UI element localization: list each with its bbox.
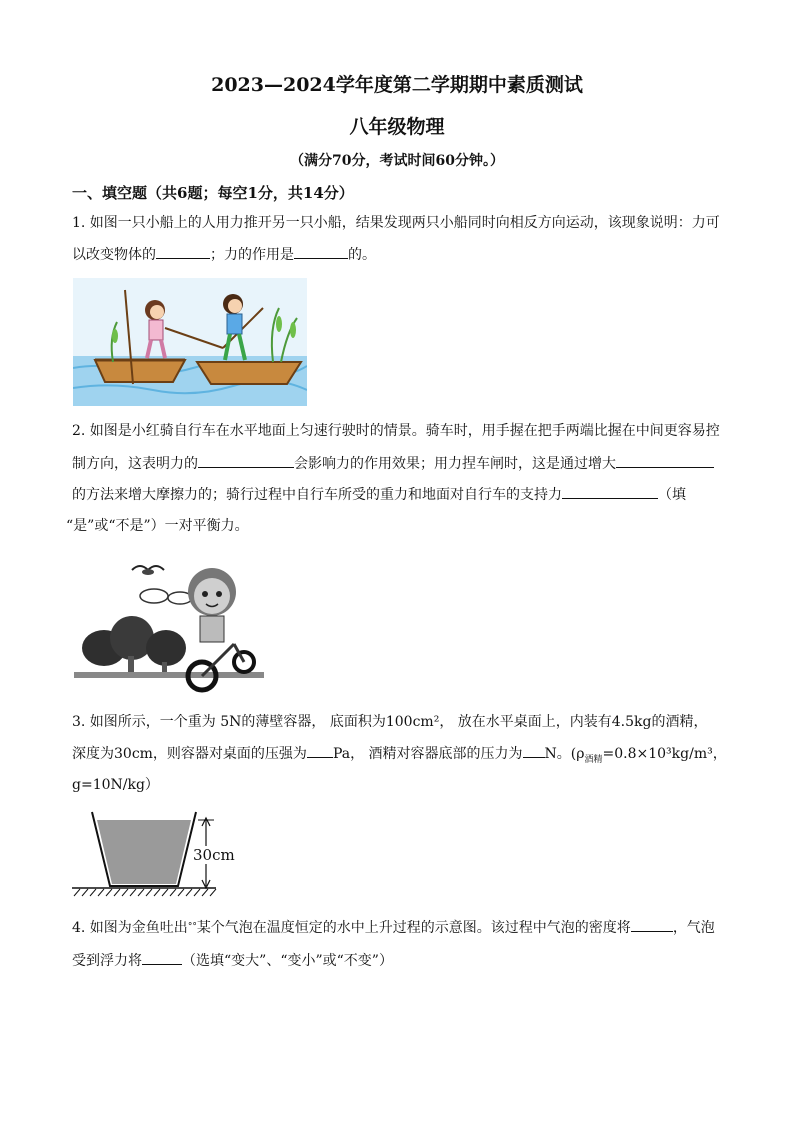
q3-line2 <box>72 743 727 770</box>
q4-line1 <box>72 917 715 938</box>
q3-text-c: N。(ρ <box>544 746 585 762</box>
exam-subject: 八年级物理 <box>349 116 445 138</box>
q3-blank-2 <box>523 743 545 758</box>
q2-line1: 2. 如图是小红骑自行车在水平地面上匀速行驶时的情景。骑车时，用手握在把手两端比握在中间更容易控 <box>72 423 720 439</box>
q2-blank-1 <box>198 453 294 468</box>
container-figure <box>70 802 240 898</box>
cyclist-illustration <box>74 552 264 698</box>
bubble-icon: °° <box>187 922 197 932</box>
exam-title: 2023—2024学年度第二学期期中素质测试 <box>211 74 583 96</box>
q2-blank-3 <box>562 484 658 499</box>
q4-text-a: 4. 如图为金鱼吐出 <box>72 920 188 936</box>
q1-blank-2 <box>294 244 348 259</box>
score-note: （满分70分，考试时间60分钟。） <box>290 153 504 169</box>
q1-blank-1 <box>156 244 210 259</box>
q2-line2 <box>72 453 714 474</box>
q1-text-c: 的。 <box>348 247 376 263</box>
q2-blank-2 <box>616 453 714 468</box>
q3-line1: 3. 如图所示，一个重为 5N的薄壁容器， 底面积为100cm²， 放在水平桌面上，内装有4.5kg的酒精， <box>72 714 708 730</box>
q1-line2 <box>72 244 376 265</box>
q2-line3 <box>72 484 686 505</box>
q2-line4: “是”或“不是”）一对平衡力。 <box>66 518 249 534</box>
q4-text-e: （选填“变大”、“变小”或“不变”） <box>182 953 393 969</box>
q2-text-d: （填 <box>658 487 686 503</box>
depth-label: 30cm <box>193 846 235 864</box>
q4-blank-2 <box>142 950 182 965</box>
boats-illustration <box>73 278 307 406</box>
section-heading: 一、填空题（共6题；每空1分，共14分） <box>72 184 354 202</box>
q4-text-d: 受到浮力将 <box>72 953 142 969</box>
q3-text-a: 深度为30cm，则容器对桌面的压强为 <box>72 746 307 762</box>
q1-text-a: 以改变物体的 <box>72 247 156 263</box>
q1-text-b: ；力的作用是 <box>210 247 294 263</box>
q2-text-c: 的方法来增大摩擦力的；骑行过程中自行车所受的重力和地面对自行车的支持力 <box>72 487 562 503</box>
q2-text-a: 制方向，这表明力的 <box>72 456 198 472</box>
q3-text-b: Pa， 酒精对容器底部的压力为 <box>332 746 523 762</box>
q4-text-b: 某个气泡在温度恒定的水中上升过程的示意图。该过程中气泡的密度将 <box>196 920 631 936</box>
q3-rho-subscript: 酒精 <box>584 754 603 765</box>
q2-text-b: 会影响力的作用效果；用力捏车闸时，这是通过增大 <box>294 456 616 472</box>
q4-line2 <box>72 950 393 971</box>
q4-blank-1 <box>631 917 673 932</box>
q4-text-c: ，气泡 <box>672 920 715 936</box>
q3-line3: g=10N/kg） <box>72 777 159 793</box>
q1-line1: 1. 如图一只小船上的人用力推开另一只小船，结果发现两只小船同时向相反方向运动，该现象说明：力可 <box>72 215 720 231</box>
q3-text-d: =0.8×10³kg/m³， <box>602 746 727 762</box>
q3-blank-1 <box>307 743 333 758</box>
